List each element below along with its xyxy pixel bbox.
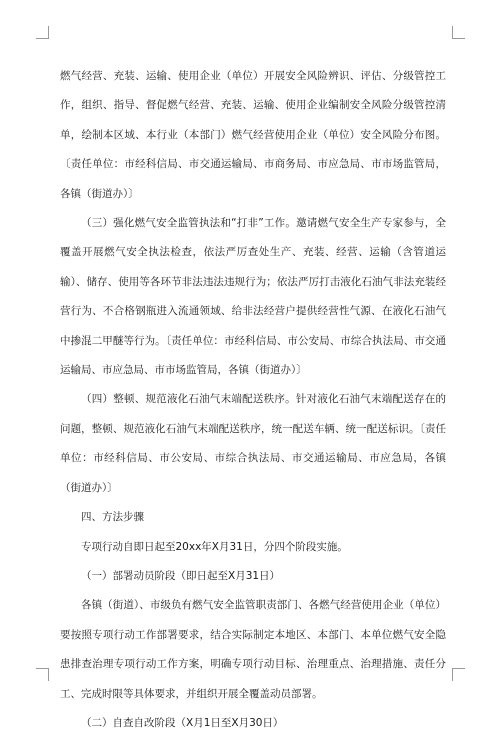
document-page: [60, 62, 446, 738]
paragraph-mobilization: 各镇（街道）、市级负有燃气安全监管职责部门、各燃气经营使用企业（单位）要按照专项行动工作部署要求，结合实际制定本地区、本部门、本单位燃气安全隐患排查治理专项行动工作方案，明确专项行动目标、治理重点、治理措施、责任分工、完成时限等具体要求，并组织开展全覆盖动员部署。: [60, 599, 446, 700]
crop-mark-bottom-left: [36, 668, 49, 681]
crop-mark-top-right: [452, 26, 465, 39]
paragraph-schedule: 专项行动自即日起至20xx年X月31日，分四个阶段实施。: [81, 540, 348, 553]
paragraph-lpg-delivery: （四）整顿、规范液化石油气末端配送秩序。针对液化石油气末端配送存在的问题，整顿、规范液化石油气末端配送秩序，统一配送车辆、统一配送标识。〔责任单位：市经科信局、市公安局、市综合执法局、市交通运输局、市应急局，各镇（街道办）〕: [60, 393, 446, 494]
paragraph-risk-control: 燃气经营、充装、运输、使用企业（单位）开展安全风险辨识、评估、分级管控工作，组织、指导、督促燃气经营、充装、运输、使用企业编制安全风险分级管控清单，绘制本区域、本行业（本部门）燃气经营使用企业（单位）安全风险分布图。〔责任单位：市经科信局、市交通运输局、市商务局、市应急局、市市场监管局，各镇（街道办）〕: [60, 70, 446, 200]
crop-mark-bottom-right: [452, 668, 465, 681]
paragraph-enforcement: （三）强化燃气安全监管执法和“打非”工作。邀请燃气安全生产专家参与，全覆盖开展燃气安全执法检查，依法严厉查处生产、充装、经营、运输（含管道运输）、储存、使用等各环节非法违法违规行为；依法严厉打击液化石油气非法充装经营行为、不合格钢瓶进入流通领域、给非法经营户提供经营性气源、在液化石油气中掺混二甲醚等行为。〔责任单位：市经科信局、市公安局、市综合执法局、市交通运输局、市应急局、市市场监管局，各镇（街道办）〕: [60, 217, 446, 377]
section-heading-method-steps: 四、方法步骤: [81, 511, 144, 524]
subheading-self-inspection-phase: （二）自查自改阶段（X月1日至X月30日）: [81, 716, 284, 729]
crop-mark-top-left: [36, 26, 49, 39]
subheading-mobilization-phase: （一）部署动员阶段（即日起至X月31日）: [81, 569, 281, 582]
